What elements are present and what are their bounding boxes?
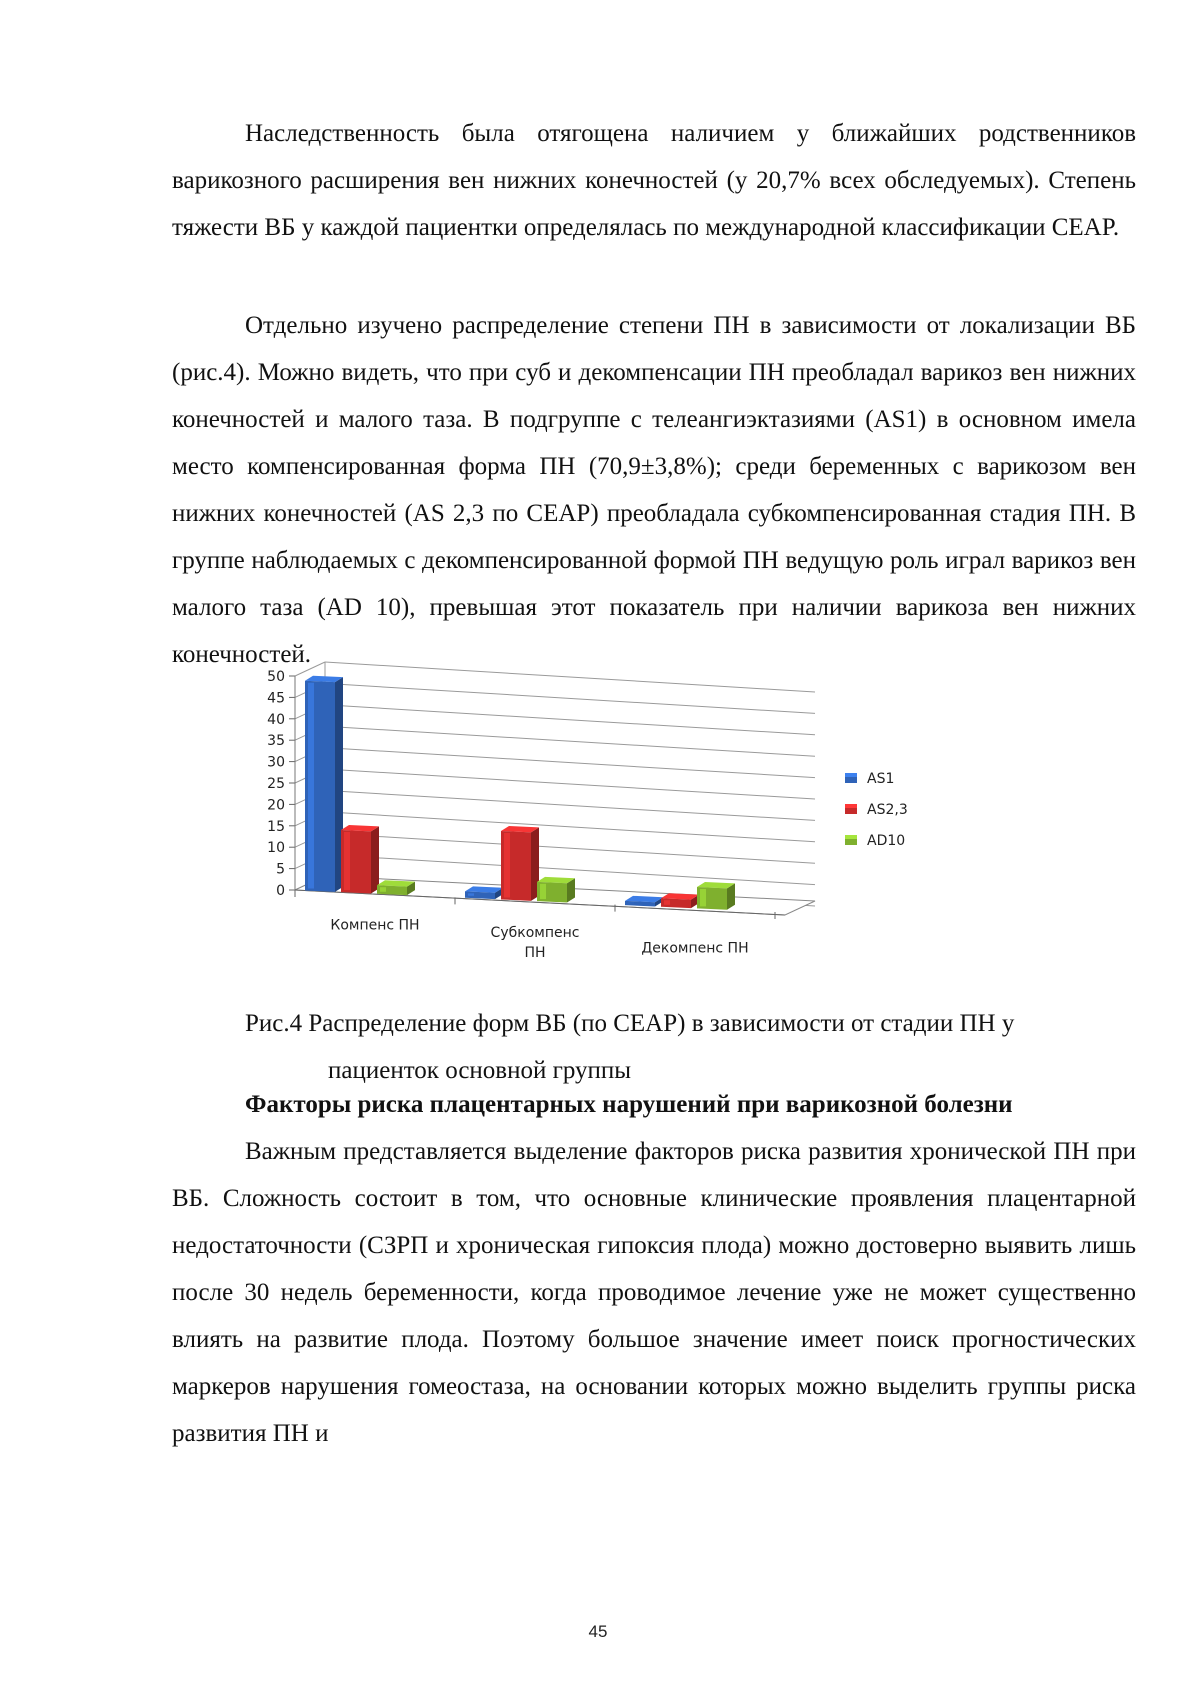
category-label: Декомпенс ПН [641,940,749,957]
category-label: Субкомпенс [490,925,580,941]
legend-swatch-highlight [845,835,857,839]
y-tick-label: 35 [267,733,285,750]
y-tick-label: 45 [267,690,285,707]
bar-highlight [468,893,474,895]
category-label: Компенс ПН [330,917,420,934]
bar-highlight [700,889,706,906]
legend-label: AS2,3 [867,802,908,818]
bar-chart [255,669,975,1010]
bar-highlight [540,884,546,899]
bar-highlight [308,683,314,889]
paragraph-heredity: Наследственность была отягощена наличием у ближайших родственников варикозного расширения вен нижних конечностей (у 20,7% всех обследуемых). Степень тяжести ВБ у каждой пациентки определялась по международной классификации CEAP. [172,120,1136,241]
y-tick-label: 50 [267,669,285,685]
caption-line-1: Рис.4 Распределение форм ВБ (по CEAP) в зависимости от стадии ПН у [245,1010,1015,1037]
y-tick-label: 20 [267,797,285,814]
bar-highlight [380,887,386,892]
legend-label: AS1 [867,771,895,787]
category-label: ПН [524,945,546,961]
paragraph-risk-factors: Важным представляется выделение факторов риска развития хронической ПН при ВБ. Сложность состоит в том, что основные клинические проявления плацентарной недостаточности (СЗРП и хроническая гипоксия плода) можно достоверно выявить лишь после 30 недель беременности, когда проводимое лечение уже не может существенно влиять на развитие плода. Поэтому большое значение имеет поиск прогностических маркеров нарушения гомеостаза, на основании которых можно выделить группы риска развития ПН и [172,1138,1136,1447]
figure-caption [245,1000,1135,1094]
y-tick-label: 40 [267,711,285,728]
legend-label: AD10 [867,833,906,849]
legend-swatch-highlight [845,773,857,777]
y-tick-label: 5 [276,861,285,878]
bar-side [371,826,379,893]
bar-highlight [504,833,510,897]
caption-line-2: пациенток основной группы [328,1057,632,1084]
bar-highlight [664,900,670,905]
bar-highlight [344,832,350,890]
section-heading: Факторы риска плацентарных нарушений при варикозной болезни [245,1091,1013,1118]
page-number: 45 [588,1622,608,1641]
paragraph-distribution: Отдельно изучено распределение степени ПН в зависимости от локализации ВБ (рис.4). Можно видеть, что при суб и декомпенсации ПН преобладал варикоз вен нижних конечностей и малого таза. В подгруппе с телеангиэктазиями (AS1) в основном имела место компенсированная форма ПН (70,9±3,8%); среди беременных с варикозом вен нижних конечностей (AS 2,3 по CEAP) преобладала субкомпенсированная стадия ПН. В группе наблюдаемых с декомпенсированной формой ПН ведущую роль играл варикоз вен малого таза (AD 10), превышая этот показатель при наличии варикоза вен нижних конечностей. [172,312,1136,668]
y-tick-label: 30 [267,754,285,771]
y-tick-label: 25 [267,776,285,792]
legend-swatch-highlight [845,804,857,808]
y-tick-label: 15 [267,818,285,835]
y-tick-label: 0 [276,883,285,899]
y-tick-label: 10 [267,840,285,857]
